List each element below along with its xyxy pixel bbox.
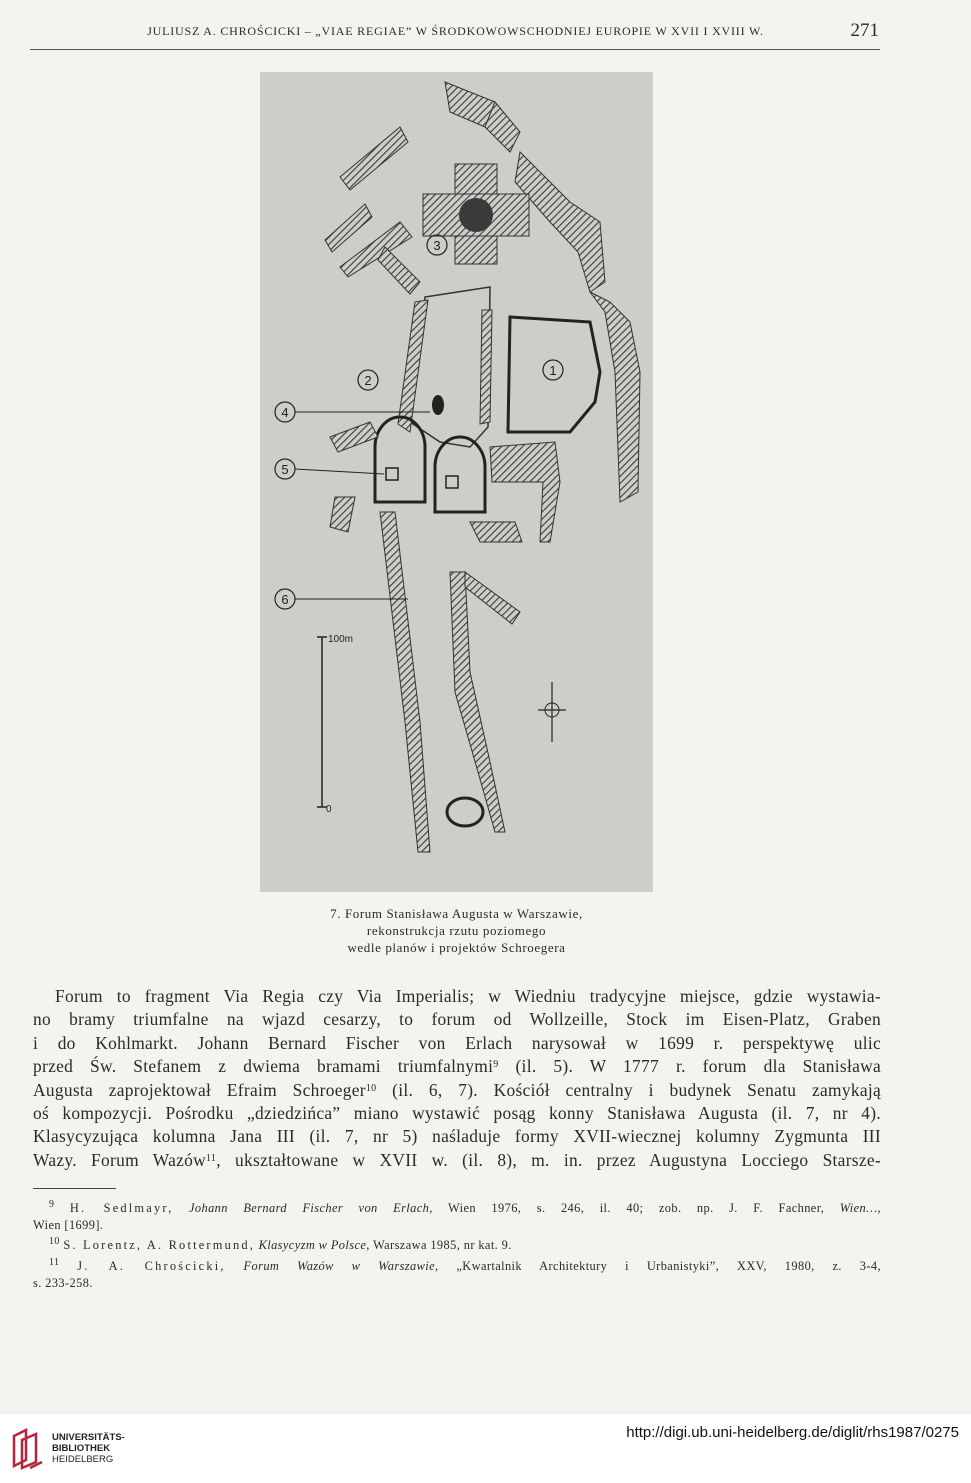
figure-caption (260, 905, 653, 956)
footnote-11 (33, 1258, 881, 1292)
footnote-9 (33, 1200, 881, 1234)
library-name-line: HEIDELBERG (52, 1454, 114, 1465)
scale-bar (317, 634, 353, 815)
north-arrow-icon (538, 682, 566, 742)
site-plan-drawing (260, 72, 653, 892)
footnote-text: Wien 1976, s. 246, il. 40; zob. np. J. F. Fachner, (448, 1201, 825, 1215)
footnote-number: 11 (49, 1256, 60, 1268)
footnote-title: Forum Wazów w Warszawie, (243, 1258, 439, 1273)
footnote-line (33, 1258, 881, 1275)
body-line (33, 1149, 881, 1172)
source-url-link[interactable]: http://digi.ub.uni-heidelberg.de/diglit/rhs1987/0275 (626, 1424, 959, 1441)
right-hemicycle (435, 437, 485, 512)
library-name-line: UNIVERSITÄTS- (52, 1432, 125, 1443)
body-text-run: Augusta zaprojektował Efraim Schroeger (33, 1079, 366, 1100)
footnote-line: Wien [1699]. (33, 1218, 104, 1233)
footnote-text: Warszawa 1985, nr kat. 9. (373, 1238, 512, 1253)
header-rule (30, 49, 880, 50)
body-text-run: (il. 6, 7). Kościół centralny i budynek Senatu zamykają (376, 1079, 881, 1100)
statue-marker (432, 395, 444, 415)
footnote-number: 9 (49, 1199, 55, 1210)
footnote-ref-9: 9 (493, 1059, 499, 1071)
figure-plan (260, 72, 653, 892)
footnote-ref-10: 10 (365, 1082, 377, 1094)
label-3: 3 (433, 238, 441, 253)
scale-top-label: 100m (328, 634, 354, 645)
label-1: 1 (549, 363, 557, 378)
label-4: 4 (281, 405, 289, 420)
building-left-top (340, 127, 408, 190)
scale-bottom-label: 0 (326, 804, 332, 815)
oval-square (447, 798, 483, 826)
running-header (30, 24, 881, 39)
page-number: 271 (850, 20, 879, 41)
footnote-ref-11: 11 (205, 1152, 217, 1164)
footnote-rule (33, 1188, 116, 1189)
body-line: no bramy triumfalne na wjazd cesarzy, to forum od Wollzeille, Stock im Eisen-Platz, Graben (33, 1009, 881, 1030)
body-text-run: przed Św. Stefanem z dwiema bramami triumfalnymi (33, 1056, 494, 1077)
label-2: 2 (364, 373, 372, 388)
footnote-line (33, 1237, 881, 1254)
footnote-title: Johann Bernard Fischer von Erlach, (188, 1201, 433, 1215)
body-line (33, 1079, 881, 1102)
library-name (52, 1432, 125, 1465)
footnote-author: S. Lorentz, A. Rottermund, (63, 1238, 256, 1253)
caption-line-1: 7. Forum Stanisława Augusta w Warszawie, (330, 906, 583, 921)
body-paragraph (33, 985, 881, 1172)
street (330, 497, 522, 852)
library-logo-icon (10, 1426, 46, 1470)
footnote-line (33, 1200, 881, 1217)
digitization-footer (0, 1414, 971, 1483)
body-line: Klasycyzująca kolumna Jana III (il. 7, nr 5) naśladuje formy XVII-wiecznej kolumny Zygmunta III (33, 1126, 881, 1147)
left-hemicycle (375, 417, 425, 502)
body-text-run: Wazy. Forum Wazów (33, 1149, 206, 1170)
caption-line-3: wedle planów i projektów Schroegera (347, 940, 566, 955)
footnote-text: „Kwartalnik Architektury i Urbanistyki”, XXV, 1980, z. 3-4, (456, 1258, 881, 1273)
footnote-line: s. 233-258. (33, 1275, 93, 1290)
footnote-number: 10 (49, 1236, 60, 1248)
label-5: 5 (281, 462, 289, 477)
label-6: 6 (281, 592, 289, 607)
body-line: i do Kohlmarkt. Johann Bernard Fischer von Erlach narysował w 1699 r. perspektywę ulic (33, 1032, 881, 1053)
footnote-10 (33, 1237, 881, 1254)
column-base (386, 468, 398, 480)
body-line: oś kompozycji. Pośrodku „dziedzińca” miano wystawić posąg konny Stanisława Augusta (il. 7, nr 4). (33, 1103, 881, 1124)
body-line: Forum to fragment Via Regia czy Via Imperialis; w Wiedniu tradycyjne miejsce, gdzie wystawia- (55, 986, 881, 1006)
body-text-run: (il. 5). W 1777 r. forum dla Stanisława (498, 1056, 881, 1077)
caption-line-2: rekonstrukcja rzutu poziomego (366, 923, 547, 938)
footnote-author: J. A. Chrościcki, (77, 1258, 226, 1273)
library-name-line: BIBLIOTHEK (52, 1443, 111, 1454)
body-line (33, 1055, 881, 1078)
body-text-run: , ukształtowane w XVII w. (il. 8), m. in. przez Augustyna Locciego Starsze- (216, 1149, 881, 1170)
running-title: JULIUSZ A. CHROŚCICKI – „VIAE REGIAE” W ŚRODKOWOWSCHODNIEJ EUROPIE W XVII I XVIII W. (147, 24, 764, 38)
footnote-title: Wien…, (839, 1201, 882, 1215)
footnotes (33, 1200, 881, 1295)
footnote-title: Klasycyzm w Polsce, (258, 1238, 370, 1253)
footnote-author: H. Sedlmayr, (69, 1201, 174, 1215)
